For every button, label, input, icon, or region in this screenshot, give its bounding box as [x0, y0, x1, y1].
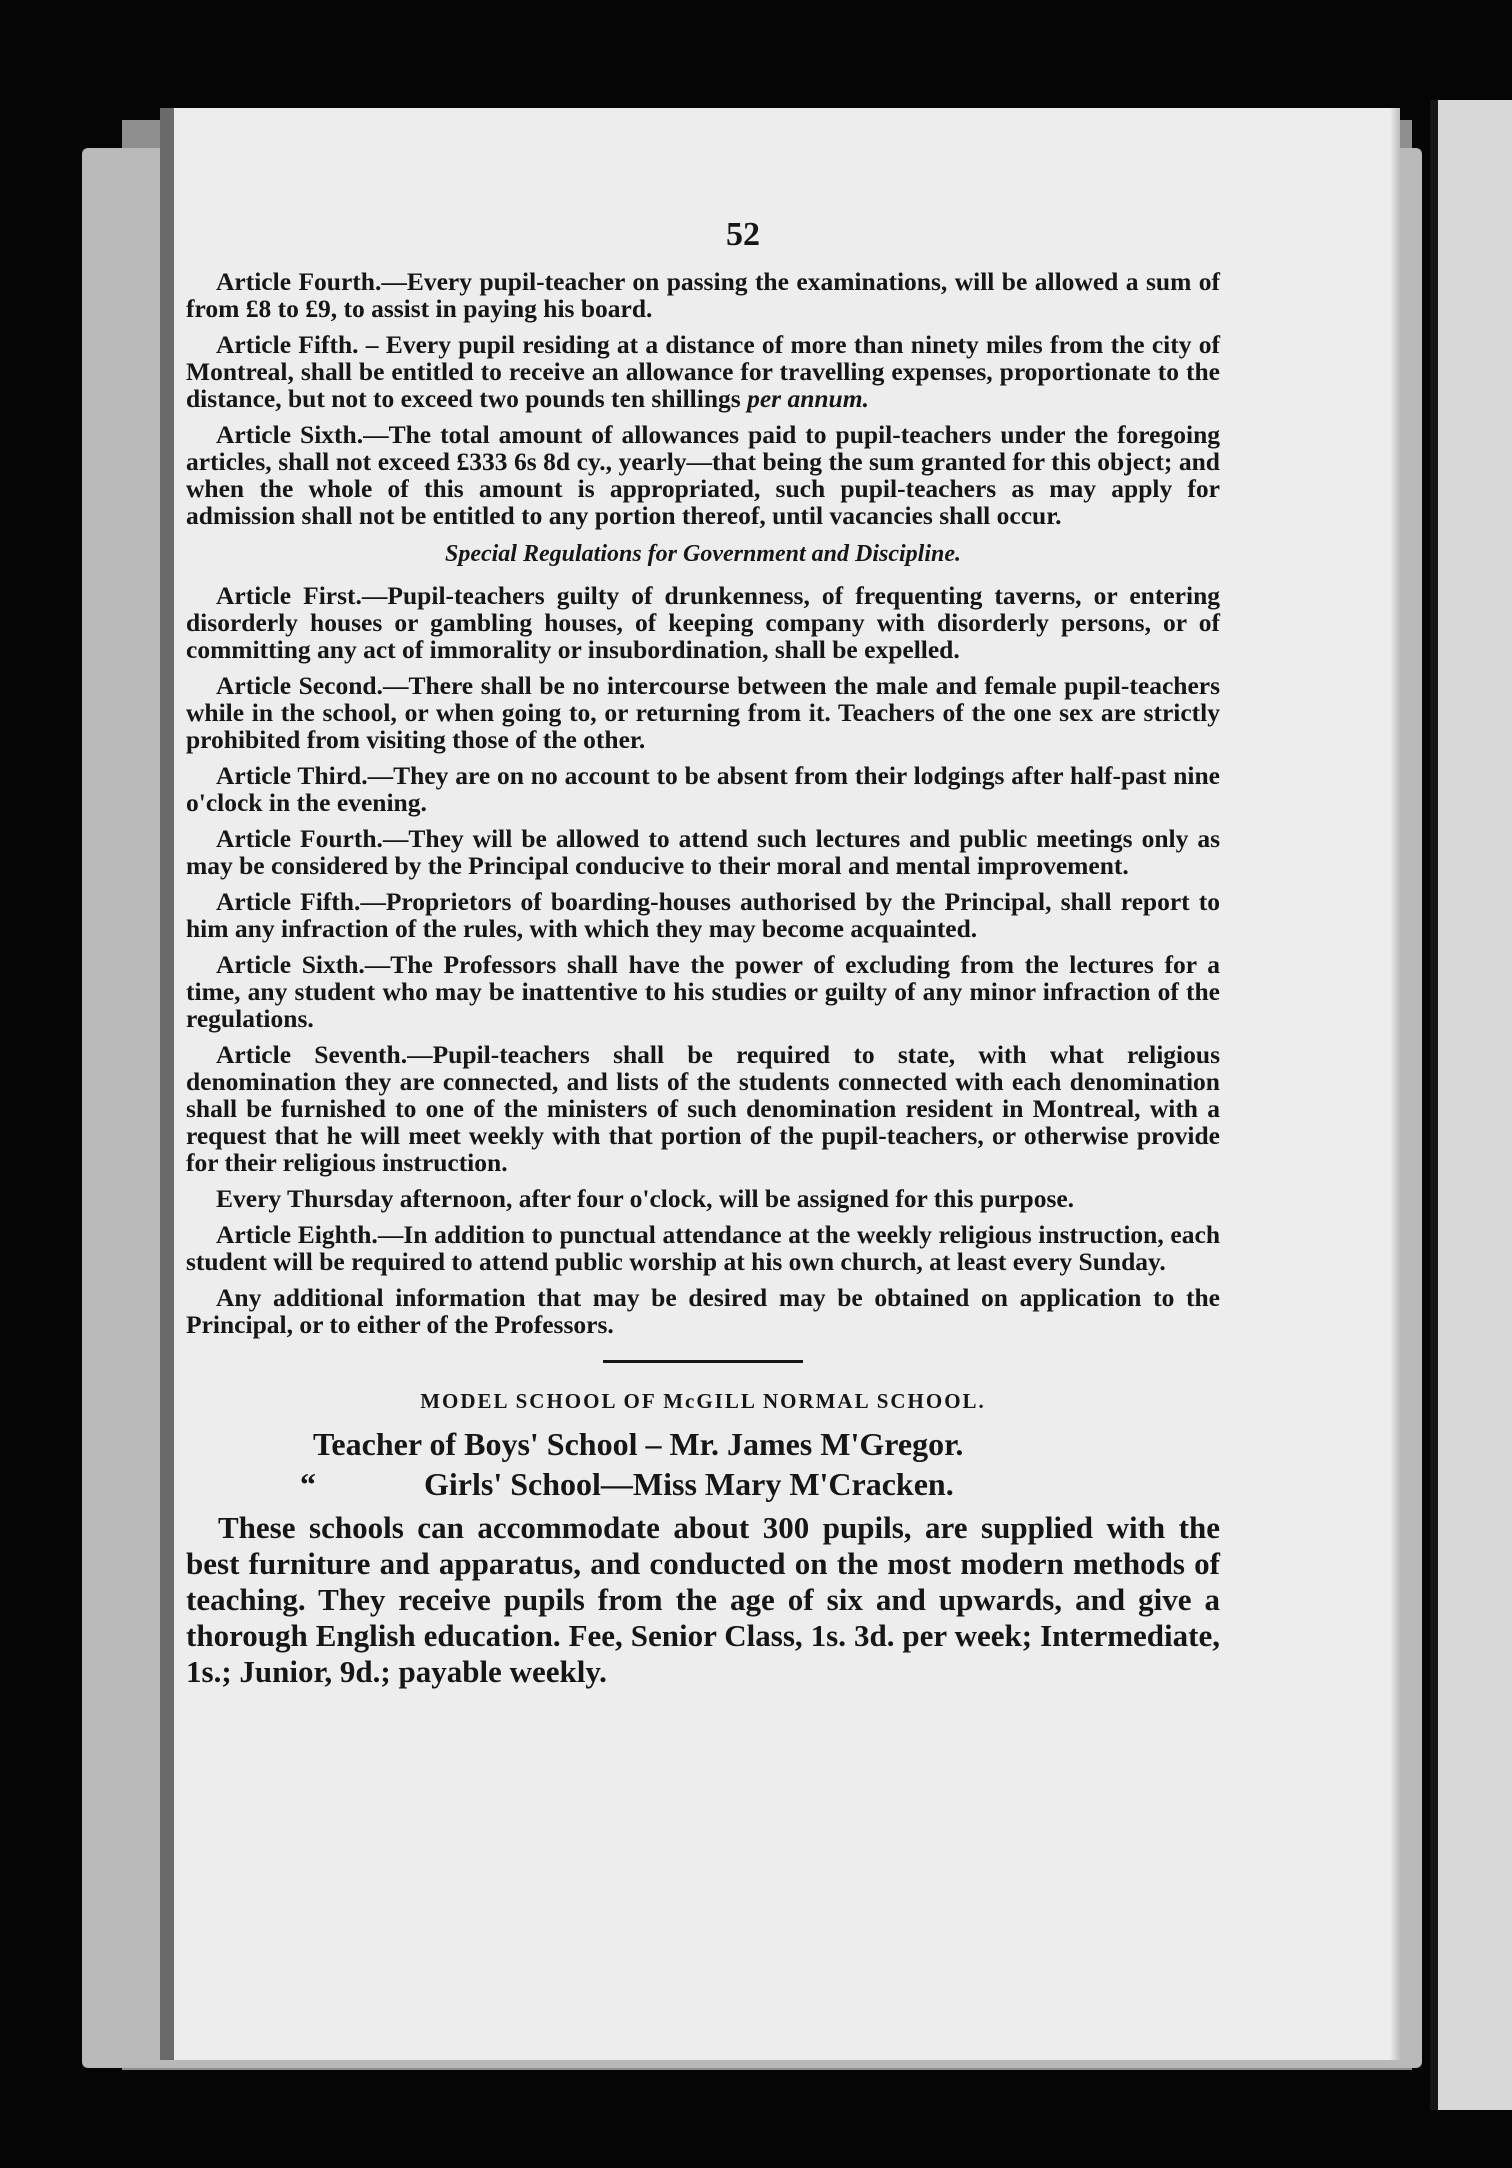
page-text [186, 118, 1220, 1690]
paragraph-additional-info: Any additional information that may be desired may be obtained on application to the Principal, or to either of the Professors. [186, 1283, 1220, 1339]
paragraph-rule-third: Article Third.—They are on no account to be absent from their lodgings after half-past nine o'clock in the evening. [186, 761, 1220, 817]
paragraph-thursday: Every Thursday afternoon, after four o'clock, will be assigned for this purpose. [216, 1184, 1075, 1213]
paragraph-rule-seventh: Article Seventh.—Pupil-teachers shall be required to state, with what religious denomination they are connected, and lists of the students connected with each denomination shall be furnished to one of the ministers of such denomination resident in Montreal, with a request that he will meet weekly with that portion of the pupil-teachers, or otherwise provide for their religious instruction. [186, 1040, 1220, 1177]
ditto-mark: “ [300, 1466, 316, 1502]
articles-discipline [186, 582, 1220, 1338]
paragraph-article-fourth: Article Fourth.—Every pupil-teacher on passing the examinations, will be allowed a sum of from £8 to £9, to assist in paying his board. [186, 267, 1220, 323]
teacher-boys-line: Teacher of Boys' School – Mr. James M'Gregor. [313, 1426, 964, 1462]
facing-page-edge [1430, 100, 1512, 2110]
articles-allowances [186, 268, 1220, 529]
paragraph-rule-sixth: Article Sixth.—The Professors shall have the power of excluding from the lectures for a time, any student who may be inattentive to his studies or guilty of any minor infraction of the regulations. [186, 950, 1220, 1033]
section-divider [603, 1360, 803, 1363]
page-number: 52 [726, 216, 760, 253]
model-school-section [186, 1389, 1220, 1690]
paragraph-rule-first: Article First.—Pupil-teachers guilty of drunkenness, of frequenting taverns, or entering disorderly houses or gambling houses, of keeping company with disorderly persons, or of committing any act of immorality or insubordination, shall be expelled. [186, 581, 1220, 664]
teacher-girls-text: Girls' School—Miss Mary M'Cracken. [424, 1466, 954, 1502]
teacher-girls-line [186, 1464, 1220, 1504]
paragraph-article-sixth: Article Sixth.—The total amount of allowances paid to pupil-teachers under the foregoing articles, shall not exceed £333 6s 8d cy., yearly—that being the sum granted for this object; and when the whole of this amount is appropriated, such pupil-teachers as may apply for admission shall not be entitled to any portion thereof, until vacancies shall occur. [186, 420, 1221, 530]
paragraph-rule-second: Article Second.—There shall be no intercourse between the male and female pupil-teachers while in the school, or when going to, or returning from it. Teachers of the one sex are strictly prohibited from visiting those of the other. [186, 671, 1221, 754]
model-school-title: MODEL SCHOOL OF McGILL NORMAL SCHOOL. [420, 1389, 986, 1413]
paragraph-article-fifth: Article Fifth. – Every pupil residing at a distance of more than ninety miles from the city of Montreal, shall be entitled to receive an allowance for travelling expenses, proportionate to the distance, but not to exceed two pounds ten shillings per annum. [186, 330, 1220, 413]
model-school-description: These schools can accommodate about 300 pupils, are supplied with the best furniture and apparatus, and conducted on the most modern methods of teaching. They receive pupils from the age of six and upwards, and give a thorough English education. Fee, Senior Class, 1s. 3d. per week; Intermediate, 1s.; Junior, 9d.; payable weekly. [186, 1510, 1220, 1689]
paragraph-rule-fifth: Article Fifth.—Proprietors of boarding-houses authorised by the Principal, shall report to him any infraction of the rules, with which they may become acquainted. [186, 887, 1220, 943]
section-heading: Special Regulations for Government and Discipline. [444, 541, 962, 567]
paragraph-rule-eighth: Article Eighth.—In addition to punctual attendance at the weekly religious instruction, each student will be required to attend public worship at his own church, at least every Sunday. [186, 1220, 1220, 1276]
paragraph-rule-fourth: Article Fourth.—They will be allowed to attend such lectures and public meetings only as may be considered by the Principal conducive to their moral and mental improvement. [186, 824, 1220, 880]
